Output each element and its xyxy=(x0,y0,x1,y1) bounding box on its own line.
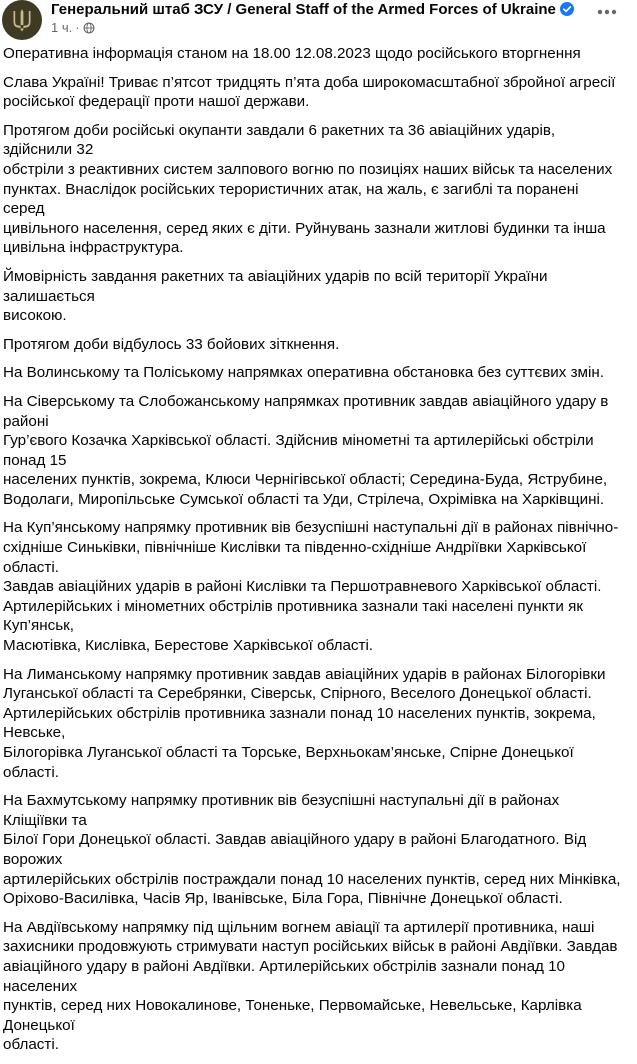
meta-separator: · xyxy=(75,20,80,35)
page-name-link[interactable] xyxy=(51,1,574,20)
post-paragraph: Протягом доби відбулось 33 бойових зіткнення. xyxy=(3,335,340,353)
trident-emblem-icon xyxy=(2,0,42,40)
post-paragraph: На Бахмутському напрямку противник вів безуспішні наступальні дії в районах Кліщіївки та Білої Гори Донецької області. Завдав авіаційного удару в районі Благодатного. Від ворожих артилерійських обстрілів постраждали понад 10 населених пунктів, серед них Мінківка, Оріхово-Василівка, Часів Яр, Іванівське, Біла Гора, Північне Донецької області. xyxy=(3,792,621,908)
globe-icon[interactable] xyxy=(83,22,95,37)
post-paragraph: На Сіверському та Слобожанському напрямках противник завдав авіаційного удару в районі Гур’євого Козачка Харківської області. Здійснив мінометні та артилерійські обстріли понад 15 населених пунктів, зокрема, Клюси Чернігівської області; Середина-Буда, Яструбине, Водолаги, Миропільське Сумської області та Уди, Стрілеча, Охрімівка на Харківщині. xyxy=(3,392,609,508)
post-paragraph: На Авдіївському напрямку під щільним вогнем авіації та артилерії противника, наші захисники продовжують стримувати наступ російських військ в районі Авдіївки. Завдав авіаційного удару в районі Авдіївки. Артилерійських обстрілів зазнали понад 10 населених пунктів, серед них Новокалинове, Тоненьке, Первомайське, Невельське, Карлівка Донецької області. xyxy=(3,918,618,1054)
post-meta xyxy=(51,20,95,37)
page-avatar[interactable] xyxy=(2,0,42,40)
post-paragraph: На Куп’янському напрямку противник вів безуспішні наступальні дії в районах північно- східніше Синьківки, північніше Кислівки та південно-східніше Андріївки Харківської області. Завдав авіаційних ударів в районі Кислівки та Першотравневого Харківської області. Артилерійських і мінометних обстрілів противника зазнали такі населені пункти як Куп’янськ, Масютівка, Кислівка, Берестове Харківської області. xyxy=(3,519,619,655)
post-body xyxy=(3,44,623,1064)
post-paragraph: Ймовірність завдання ракетних та авіаційних ударів по всій території України залишається високою. xyxy=(3,267,548,325)
verified-badge-icon xyxy=(560,2,574,20)
more-options-button[interactable] xyxy=(591,0,623,24)
post-paragraph: Слава Україні! Триває п’ятсот тридцять п’ята доба широкомасштабної збройної агресії російської федерації проти нашої держави. xyxy=(3,73,616,111)
post-paragraph: Протягом доби російські окупанти завдали 6 ракетних та 36 авіаційних ударів, здійснили 32 обстріли з реактивних систем залпового вогню по позиціях наших військ та населених пунктах. Внаслідок російських терористичних атак, на жаль, є загиблі та поранені серед цивільного населення, серед яких є діти. Руйнувань зазнали житлові будинки та інша цивільна інфраструктура. xyxy=(3,121,613,257)
more-options-icon xyxy=(591,0,623,24)
page-name-text[interactable]: Генеральний штаб ЗСУ / General Staff of the Armed Forces of Ukraine xyxy=(51,1,556,18)
post-paragraph: Оперативна інформація станом на 18.00 12.08.2023 щодо російського вторгнення xyxy=(3,45,581,62)
post-header xyxy=(0,0,637,42)
post-paragraph: На Волинському та Поліському напрямках оперативна обстановка без суттєвих змін. xyxy=(3,364,604,382)
post-timestamp[interactable]: 1 ч. xyxy=(51,20,73,35)
post-paragraph: На Лиманському напрямку противник завдав авіаційних ударів в районах Білогорівки Луганської області та Серебрянки, Сіверськ, Спірного, Веселого Донецької області. Артилерійських обстрілів противника зазнали понад 10 населених пунктів, зокрема, Невське, Білогорівка Луганської області та Торське, Верхньокам’янське, Спірне Донецької області. xyxy=(3,665,606,781)
